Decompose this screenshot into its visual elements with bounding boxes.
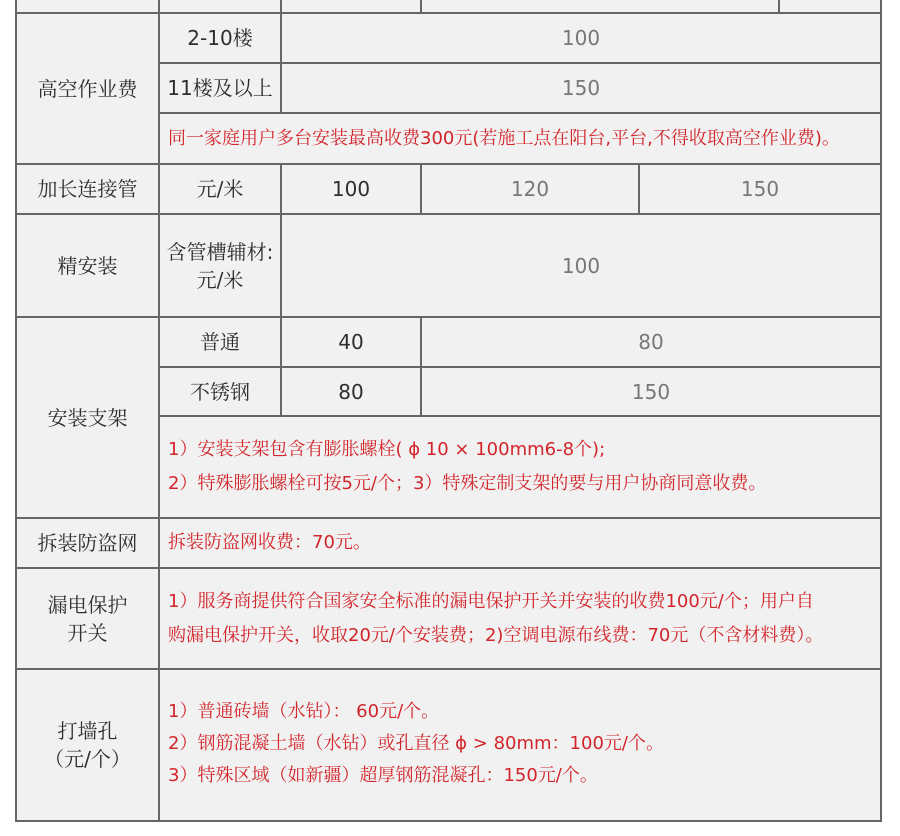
bracket-material: 普通 — [200, 330, 240, 354]
bracket-note-line: 1）安装支架包含有膨胀螺栓( ɸ 10 × 100mm6-8个); — [168, 439, 606, 460]
height-fee-price-cell — [282, 14, 882, 64]
wall-hole-note-line: 3）特殊区域（如新疆）超厚钢筋混凝孔：150元/个。 — [168, 765, 598, 786]
extension-pipe-unit: 元/米 — [196, 177, 244, 201]
bracket-note-cell — [160, 417, 882, 519]
partial-row-cell — [160, 0, 282, 14]
wall-hole-category-line1: 打墙孔 — [57, 719, 118, 743]
bracket-note-line: 2）特殊膨胀螺栓可按5元/个；3）特殊定制支架的要与用户协商同意收费。 — [168, 473, 767, 494]
fine-install-unit-line2: 元/米 — [196, 267, 244, 292]
extension-pipe-category — [15, 165, 160, 215]
height-fee-floor-label: 2-10楼 — [187, 26, 253, 50]
height-fee-note-cell — [160, 114, 882, 165]
extension-pipe-price-cell — [422, 165, 640, 215]
fine-install-unit-line1: 含管槽辅材: — [166, 239, 274, 264]
extension-pipe-price: 120 — [510, 177, 550, 201]
height-fee-floor-cell — [160, 14, 282, 64]
height-fee-category-label: 高空作业费 — [37, 76, 138, 101]
partial-row-cell — [282, 0, 422, 14]
extension-pipe-price: 150 — [740, 177, 780, 201]
bracket-price: 150 — [631, 379, 671, 404]
leakage-switch-category-line2: 开关 — [67, 620, 108, 645]
extension-pipe-category-label: 加长连接管 — [37, 177, 138, 201]
extension-pipe-price-cell — [282, 165, 422, 215]
wall-hole-note-line: 2）钢筋混凝土墙（水钻）或孔直径 ɸ > 80mm：100元/个。 — [168, 733, 664, 754]
height-fee-price-value: 100 — [561, 26, 601, 50]
height-fee-floor-label: 11楼及以上 — [167, 76, 273, 100]
anti-theft-category-label: 拆装防盗网 — [37, 531, 138, 555]
partial-row-cell — [422, 0, 780, 14]
fine-install-category-label: 精安装 — [57, 253, 118, 278]
wall-hole-category-line2: （元/个） — [44, 747, 131, 771]
leakage-switch-note-line: 购漏电保护开关，收取20元/个安装费；2)空调电源布线费：70元（不含材料费）。 — [168, 624, 824, 646]
bracket-price-cell — [282, 368, 422, 417]
extension-pipe-price: 100 — [331, 177, 371, 201]
bracket-category — [15, 318, 160, 519]
bracket-material: 不锈钢 — [190, 379, 250, 404]
wall-hole-note-cell — [160, 670, 882, 822]
partial-row-cell — [780, 0, 882, 14]
leakage-switch-note-line: 1）服务商提供符合国家安全标准的漏电保护开关并安装的收费100元/个；用户自 — [168, 590, 814, 612]
anti-theft-note: 拆装防盗网收费：70元。 — [168, 532, 371, 553]
fine-install-price-cell — [282, 215, 882, 318]
bracket-material-cell — [160, 368, 282, 417]
fine-install-unit-cell — [160, 215, 282, 318]
height-fee-category — [15, 14, 160, 165]
bracket-material-cell — [160, 318, 282, 368]
extension-pipe-price-cell — [640, 165, 882, 215]
bracket-price-cell — [422, 318, 882, 368]
bracket-price-cell — [422, 368, 882, 417]
bracket-price: 40 — [338, 330, 364, 354]
anti-theft-note-cell — [160, 519, 882, 569]
bracket-price: 80 — [638, 330, 664, 354]
wall-hole-note-line: 1）普通砖墙（水钻）： 60元/个。 — [168, 701, 440, 722]
partial-row-cell — [15, 0, 160, 14]
fine-install-price: 100 — [561, 253, 601, 278]
leakage-switch-category — [15, 569, 160, 670]
bracket-price-cell — [282, 318, 422, 368]
anti-theft-category — [15, 519, 160, 569]
bracket-price: 80 — [338, 379, 364, 404]
extension-pipe-unit-cell — [160, 165, 282, 215]
height-fee-floor-cell — [160, 64, 282, 114]
height-fee-price-value: 150 — [561, 76, 601, 100]
leakage-switch-category-line1: 漏电保护 — [47, 592, 128, 617]
leakage-switch-note-cell — [160, 569, 882, 670]
height-fee-note: 同一家庭用户多台安装最高收费300元(若施工点在阳台,平台,不得收取高空作业费)。 — [168, 127, 840, 149]
height-fee-price-cell — [282, 64, 882, 114]
bracket-category-label: 安装支架 — [47, 405, 128, 430]
fine-install-category — [15, 215, 160, 318]
wall-hole-category — [15, 670, 160, 822]
